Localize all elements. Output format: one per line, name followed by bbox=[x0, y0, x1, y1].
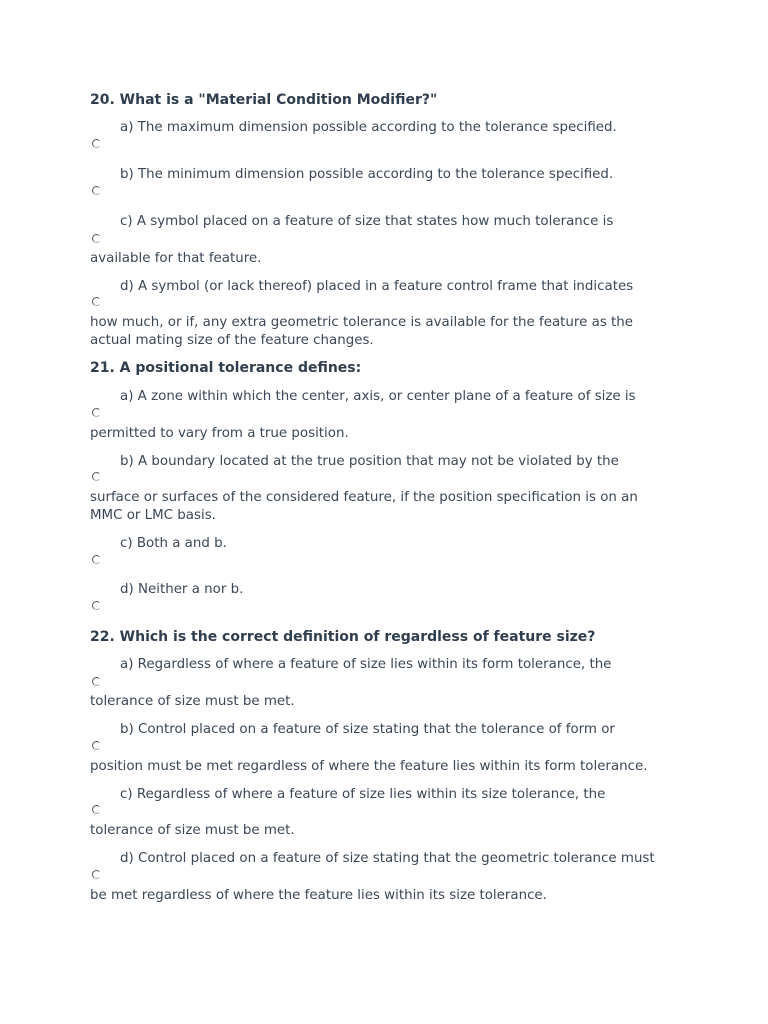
q20-option-b-radio[interactable] bbox=[92, 186, 101, 195]
q20-option-c-text: c) A symbol placed on a feature of size that states how much tolerance is bbox=[120, 214, 614, 229]
q20-option-d-radio[interactable] bbox=[92, 297, 101, 306]
question-21-title: 21. A positional tolerance defines: bbox=[90, 360, 362, 376]
q21-option-b-continued-1: surface or surfaces of the considered feature, if the position specification is on an bbox=[90, 490, 638, 505]
question-20-title: 20. What is a "Material Condition Modifier?" bbox=[90, 92, 438, 108]
q21-option-b-text: b) A boundary located at the true position that may not be violated by the bbox=[120, 454, 619, 469]
q20-option-d-continued-1: how much, or if, any extra geometric tolerance is available for the feature as the bbox=[90, 315, 634, 330]
q20-option-d-continued-2: actual mating size of the feature changes. bbox=[90, 333, 374, 348]
q22-option-b-continued: position must be met regardless of where the feature lies within its form tolerance. bbox=[90, 759, 648, 774]
q20-option-a-radio[interactable] bbox=[92, 139, 101, 148]
q22-option-d-radio[interactable] bbox=[92, 870, 101, 879]
q22-option-a-continued: tolerance of size must be met. bbox=[90, 694, 295, 709]
q21-option-c-radio[interactable] bbox=[92, 555, 101, 564]
question-22-title: 22. Which is the correct definition of regardless of feature size? bbox=[90, 629, 596, 645]
q22-option-c-text: c) Regardless of where a feature of size lies within its size tolerance, the bbox=[120, 787, 606, 802]
q20-option-c-radio[interactable] bbox=[92, 234, 101, 243]
q20-option-a-text: a) The maximum dimension possible according to the tolerance specified. bbox=[120, 120, 617, 135]
q21-option-d-text: d) Neither a nor b. bbox=[120, 582, 244, 597]
q22-option-a-text: a) Regardless of where a feature of size lies within its form tolerance, the bbox=[120, 657, 612, 672]
q21-option-b-radio[interactable] bbox=[92, 472, 101, 481]
q22-option-c-continued: tolerance of size must be met. bbox=[90, 823, 295, 838]
q22-option-c-radio[interactable] bbox=[92, 805, 101, 814]
q21-option-b-continued-2: MMC or LMC basis. bbox=[90, 508, 216, 523]
q21-option-a-text: a) A zone within which the center, axis, or center plane of a feature of size is bbox=[120, 389, 636, 404]
q22-option-b-radio[interactable] bbox=[92, 741, 101, 750]
q20-option-c-continued: available for that feature. bbox=[90, 251, 262, 266]
q21-option-d-radio[interactable] bbox=[92, 601, 101, 610]
q21-option-a-radio[interactable] bbox=[92, 408, 101, 417]
q21-option-c-text: c) Both a and b. bbox=[120, 536, 227, 551]
q22-option-d-continued: be met regardless of where the feature lies within its size tolerance. bbox=[90, 888, 547, 903]
q20-option-d-text: d) A symbol (or lack thereof) placed in a feature control frame that indicates bbox=[120, 279, 634, 294]
q22-option-a-radio[interactable] bbox=[92, 677, 101, 686]
q22-option-d-text: d) Control placed on a feature of size stating that the geometric tolerance must bbox=[120, 851, 655, 866]
q21-option-a-continued: permitted to vary from a true position. bbox=[90, 426, 349, 441]
q22-option-b-text: b) Control placed on a feature of size stating that the tolerance of form or bbox=[120, 722, 615, 737]
q20-option-b-text: b) The minimum dimension possible according to the tolerance specified. bbox=[120, 167, 614, 182]
